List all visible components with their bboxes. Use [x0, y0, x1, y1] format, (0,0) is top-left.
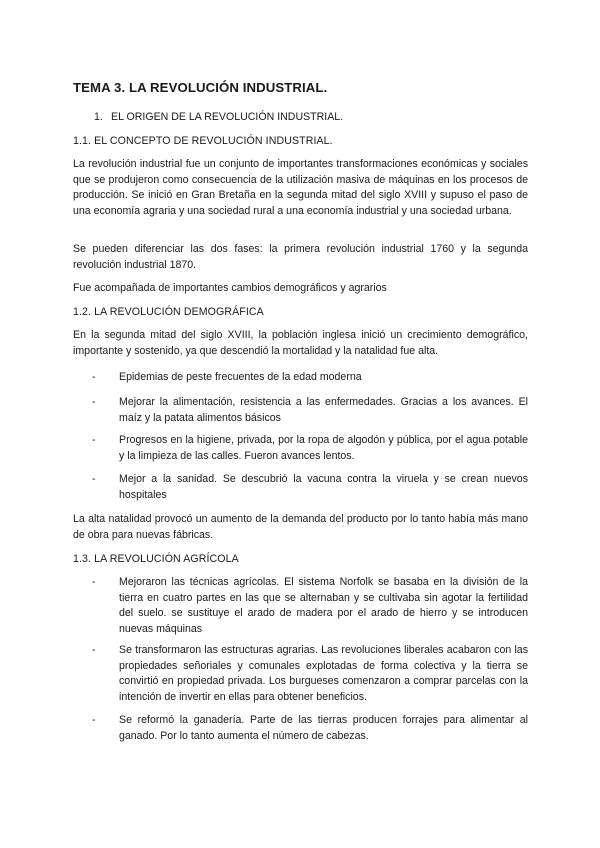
bullet-dash: -	[92, 576, 96, 588]
bullet-dash: -	[92, 644, 96, 656]
section-label: EL ORIGEN DE LA REVOLUCIÓN INDUSTRIAL.	[111, 111, 344, 123]
paragraph-demographic: En la segunda mitad del siglo XVIII, la población inglesa inició un crecimiento demográfico, importante y sostenido, ya que descendió la mortalidad y la natalidad fue alta.	[73, 329, 528, 357]
list-item-text: Progresos en la higiene, privada, por la ropa de algodón y pública, por el agua potable y la limpieza de las calles. Fueron avances lentos.	[119, 434, 528, 462]
bullet-dash: -	[92, 371, 96, 383]
bullet-dash: -	[92, 396, 96, 408]
list-item	[73, 472, 528, 503]
bullet-dash: -	[92, 473, 96, 485]
agricultural-bullet-list	[73, 575, 528, 637]
list-item	[73, 713, 528, 744]
demographic-bullet-list-2	[73, 395, 528, 426]
section-heading-1	[94, 111, 343, 123]
list-item-text: Mejorar la alimentación, resistencia a las enfermedades. Gracias a los avances. El maíz y la patata alimentos básicos	[119, 396, 528, 424]
paragraph-concept: La revolución industrial fue un conjunto de importantes transformaciones económicas y sociales que se produjeron como consecuencia de la utilización masiva de máquinas en los procesos de producción. Se inició en Gran Bretaña en la segunda mitad del siglo XVIII y supuso el paso de una economía agraria y una sociedad rural a una economía industrial y una sociedad urbana.	[73, 158, 528, 217]
subsection-heading-1-1: 1.1. EL CONCEPTO DE REVOLUCIÓN INDUSTRIAL.	[73, 135, 333, 147]
document-title: TEMA 3. LA REVOLUCIÓN INDUSTRIAL.	[73, 80, 328, 95]
subsection-heading-1-3: 1.3. LA REVOLUCIÓN AGRÍCOLA	[73, 553, 239, 565]
list-item	[73, 575, 528, 637]
demographic-bullet-list-3	[73, 433, 528, 464]
list-item-text: Mejoraron las técnicas agrícolas. El sistema Norfolk se basaba en la división de la tierra en cuatro partes en las que se alternaban y se cultivaba sin agotar la fertilidad del suelo. se sustituye el arado de madera por el arado de hierro y se introducen nuevas máquinas	[119, 576, 528, 635]
bullet-dash: -	[92, 714, 96, 726]
list-item	[73, 643, 528, 705]
list-item-text: Se transformaron las estructuras agrarias. Las revoluciones liberales acabaron con las propiedades señoriales y comunales explotadas de forma colectiva y la tierra se convirtió en propiedad privada. Los burgueses comenzaron a comprar parcelas con la intención de invertir en ellas para obtener beneficios.	[119, 644, 528, 703]
list-item	[73, 433, 528, 464]
list-item-text: Mejor a la sanidad. Se descubrió la vacuna contra la viruela y se crean nuevos hospitales	[119, 473, 528, 501]
agricultural-bullet-list-2	[73, 643, 528, 705]
demographic-bullet-list-4	[73, 472, 528, 503]
bullet-dash: -	[92, 434, 96, 446]
subsection-heading-1-2: 1.2. LA REVOLUCIÓN DEMOGRÁFICA	[73, 306, 264, 318]
demographic-bullet-list	[73, 370, 528, 386]
list-item-text: Epidemias de peste frecuentes de la edad moderna	[119, 371, 362, 383]
paragraph-phases: Se pueden diferenciar las dos fases: la primera revolución industrial 1760 y la segunda revolución industrial 1870.	[73, 243, 528, 271]
section-number: 1.	[94, 111, 103, 123]
agricultural-bullet-list-3	[73, 713, 528, 744]
paragraph-natality: La alta natalidad provocó un aumento de la demanda del producto por lo tanto había más mano de obra para nuevas fábricas.	[73, 513, 528, 541]
list-item	[73, 370, 528, 386]
list-item-text: Se reformó la ganadería. Parte de las tierras producen forrajes para alimentar al ganado. Por lo tanto aumenta el número de cabezas.	[119, 714, 528, 742]
list-item	[73, 395, 528, 426]
paragraph-changes: Fue acompañada de importantes cambios demográficos y agrarios	[73, 282, 387, 294]
